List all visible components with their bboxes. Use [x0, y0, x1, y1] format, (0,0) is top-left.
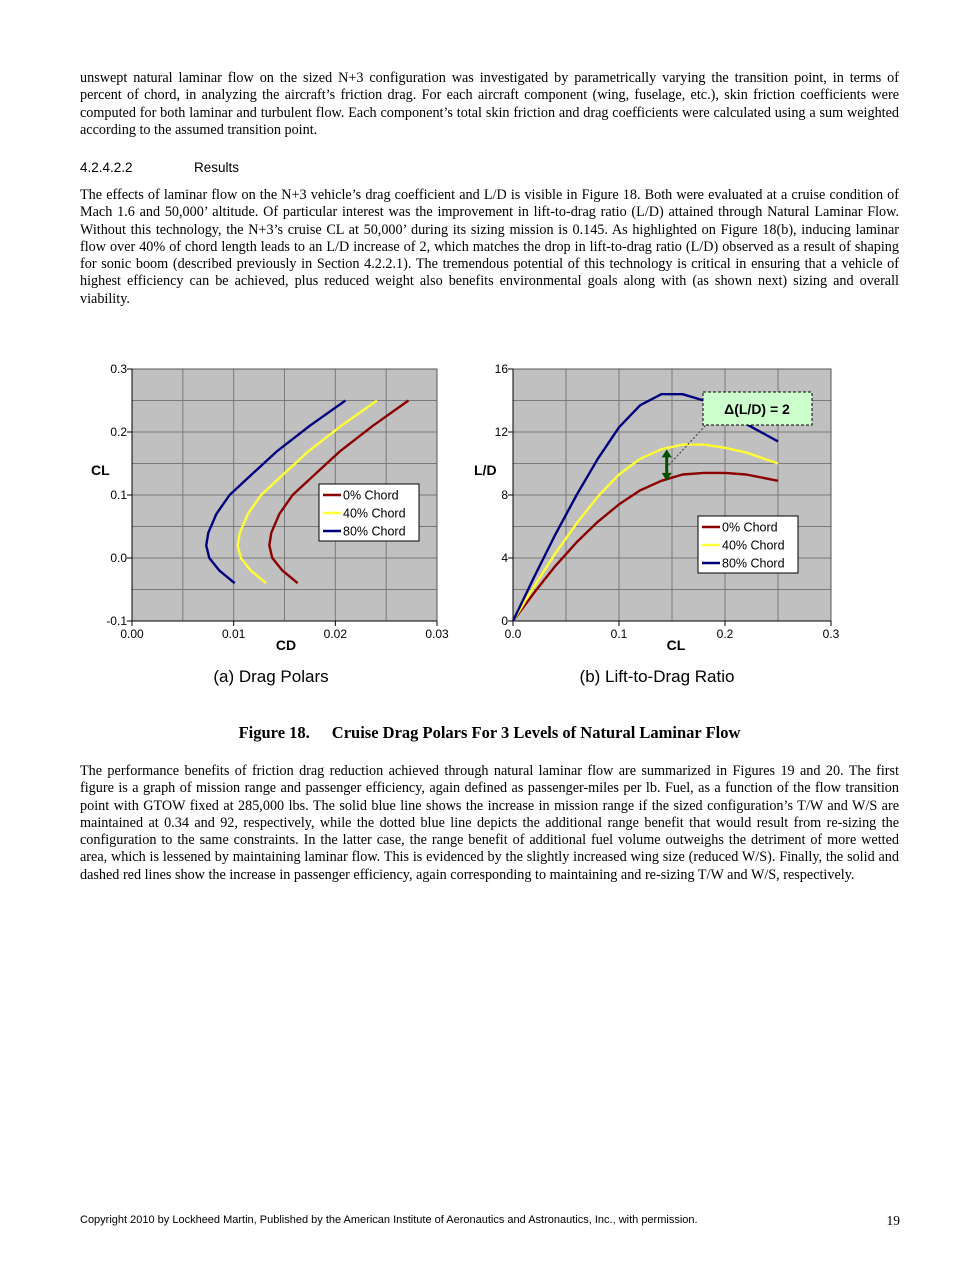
y-axis-title: L/D [474, 462, 497, 478]
callout-text: Δ(L/D) = 2 [724, 401, 790, 417]
section-number: 4.2.4.2.2 [80, 160, 133, 175]
x-tick-label: 0.01 [221, 627, 246, 641]
legend-label: 80% Chord [343, 524, 406, 539]
legend-label: 40% Chord [343, 506, 406, 521]
chart-subtitle: (b) Lift-to-Drag Ratio [579, 667, 735, 686]
paragraph-intro: unswept natural laminar flow on the sized N+3 configuration was investigated by parametrically varying the transition point, in terms of percent of chord, in analyzing the aircraft’s friction drag. For each aircraft component (wing, fuselage, etc.), skin friction coefficients were computed for both laminar and turbulent flow. Each component’s total skin friction and drag coefficients were calculated using a sum weighted according to the assumed transition point. [80, 70, 899, 138]
y-axis-title: CL [91, 462, 110, 478]
x-tick-label: 0.00 [120, 627, 144, 641]
figure-18 [0, 355, 979, 690]
chart-subtitle: (a) Drag Polars [213, 667, 329, 686]
x-tick-label: 0.0 [504, 627, 522, 641]
x-tick-label: 0.02 [323, 627, 348, 641]
y-tick-label: -0.1 [106, 614, 127, 628]
copyright-footer: Copyright 2010 by Lockheed Martin, Published by the American Institute of Aeronautics and Astronautics, Inc., with permission. [80, 1214, 698, 1226]
figure-caption [0, 723, 979, 743]
y-tick-label: 0.2 [110, 425, 127, 439]
figure-label: Figure 18. [238, 723, 310, 742]
paragraph-results: The effects of laminar flow on the N+3 vehicle’s drag coefficient and L/D is visible in Figure 18. Both were evaluated at a cruise condition of Mach 1.6 and 50,000’ altitude. Of particular interest was the improvement in lift-to-drag ratio (L/D) attained through Natural Laminar Flow. Without this technology, the N+3’s cruise CL at 50,000’ during its sizing mission is 0.145. As highlighted on Figure 18(b), inducing laminar flow over 40% of chord length leads to an L/D increase of 2, which matches the drop in lift-to-drag ratio (L/D) observed as a result of shaping for sonic boom (described previously in Section 4.2.2.1). The tremendous potential of this technology is critical in ensuring that a vehicle of highest efficiency can be achieved, plus reduced weight also benefits environmental goals along with (as shown next) sizing and overall viability. [80, 187, 899, 307]
paragraph-performance: The performance benefits of friction drag reduction achieved through natural laminar flow are summarized in Figures 19 and 20. The first figure is a graph of mission range and passenger efficiency, again defined as passenger-miles per lb. Fuel, as a function of the flow transition point with GTOW fixed at 285,000 lbs. The solid blue line shows the increase in mission range if the sized configuration’s T/W and W/S are maintained at 0.34 and 92, respectively, while the dotted blue line depicts the additional range benefit that would result from re-sizing the configuration to the same constraints. In the latter case, the range benefit of additional fuel volume outweighs the detriment of more wetted area, which is lessened by maintaining laminar flow. This is evidenced by the slightly increased wing size (reduced W/S). Finally, the solid and dashed red lines show the increase in passenger efficiency, again corresponding to maintaining and re-sizing T/W and W/S, respectively. [80, 763, 899, 883]
x-tick-label: 0.1 [610, 627, 628, 641]
y-tick-label: 8 [501, 488, 508, 502]
x-tick-label: 0.2 [716, 627, 734, 641]
y-tick-label: 0.1 [110, 488, 127, 502]
legend-label: 80% Chord [722, 556, 785, 571]
page-number: 19 [886, 1213, 900, 1228]
x-tick-label: 0.03 [425, 627, 449, 641]
figure-title: Cruise Drag Polars For 3 Levels of Natural Laminar Flow [331, 723, 741, 742]
y-tick-label: 0.3 [110, 362, 127, 376]
y-tick-label: 4 [501, 551, 508, 565]
legend-label: 40% Chord [722, 538, 785, 553]
y-tick-label: 12 [494, 425, 508, 439]
legend-label: 0% Chord [343, 488, 399, 503]
section-heading [80, 160, 239, 175]
x-axis-title: CD [275, 637, 297, 653]
chart-lift-to-drag [474, 362, 840, 686]
chart-drag-polars [91, 362, 449, 686]
section-title: Results [194, 160, 240, 175]
x-axis-title: CL [666, 637, 686, 653]
y-tick-label: 0.0 [110, 551, 127, 565]
y-tick-label: 0 [501, 614, 508, 628]
y-tick-label: 16 [494, 362, 508, 376]
x-tick-label: 0.3 [822, 627, 840, 641]
legend-label: 0% Chord [722, 520, 778, 535]
